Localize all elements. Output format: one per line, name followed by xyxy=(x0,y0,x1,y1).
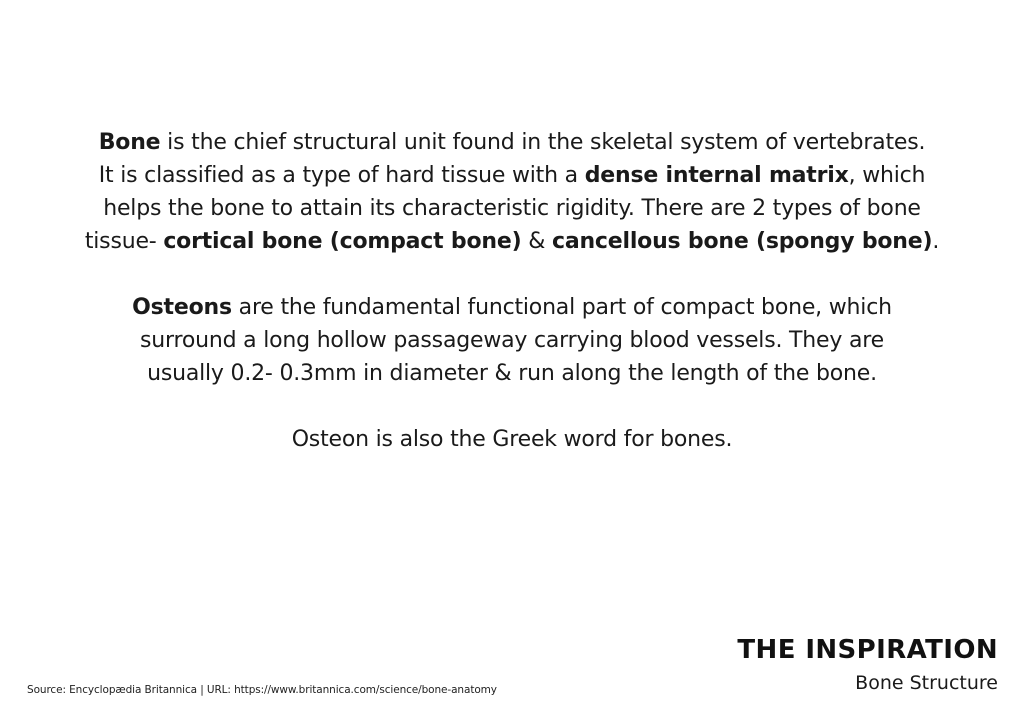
text-span: surround a long hollow passageway carrying blood vessels. They are xyxy=(140,328,884,353)
term-osteons: Osteons xyxy=(132,295,232,320)
text-span: It is classified as a type of hard tissue with a xyxy=(98,163,585,188)
text-span: Osteon is also the Greek word for bones. xyxy=(291,427,733,452)
text-span: , which xyxy=(848,163,926,188)
text-span: is the chief structural unit found in the skeletal system of vertebrates. xyxy=(160,130,926,155)
text-span: tissue- xyxy=(84,229,164,254)
main-text xyxy=(40,126,984,456)
text-span: & xyxy=(521,229,552,254)
text-span: usually 0.2- 0.3mm in diameter & run along the length of the bone. xyxy=(147,361,877,386)
text-span: helps the bone to attain its characteristic rigidity. There are 2 types of bone xyxy=(103,196,921,221)
term-bone: Bone xyxy=(98,130,161,155)
term-cortical-bone: cortical bone (compact bone) xyxy=(163,229,522,254)
term-cancellous-bone: cancellous bone (spongy bone) xyxy=(551,229,933,254)
term-dense-internal-matrix: dense internal matrix xyxy=(584,163,849,188)
text-span: are the fundamental functional part of compact bone, which xyxy=(231,295,892,320)
title-block xyxy=(737,634,998,696)
source-citation: Source: Encyclopædia Britannica | URL: https://www.britannica.com/science/bone-anatomy xyxy=(27,684,497,696)
paragraph-bone xyxy=(40,126,984,258)
section-title: THE INSPIRATION xyxy=(737,635,998,665)
section-subtitle: Bone Structure xyxy=(855,672,998,694)
paragraph-osteons xyxy=(40,291,984,390)
paragraph-greek xyxy=(40,423,984,456)
text-span: . xyxy=(932,229,940,254)
